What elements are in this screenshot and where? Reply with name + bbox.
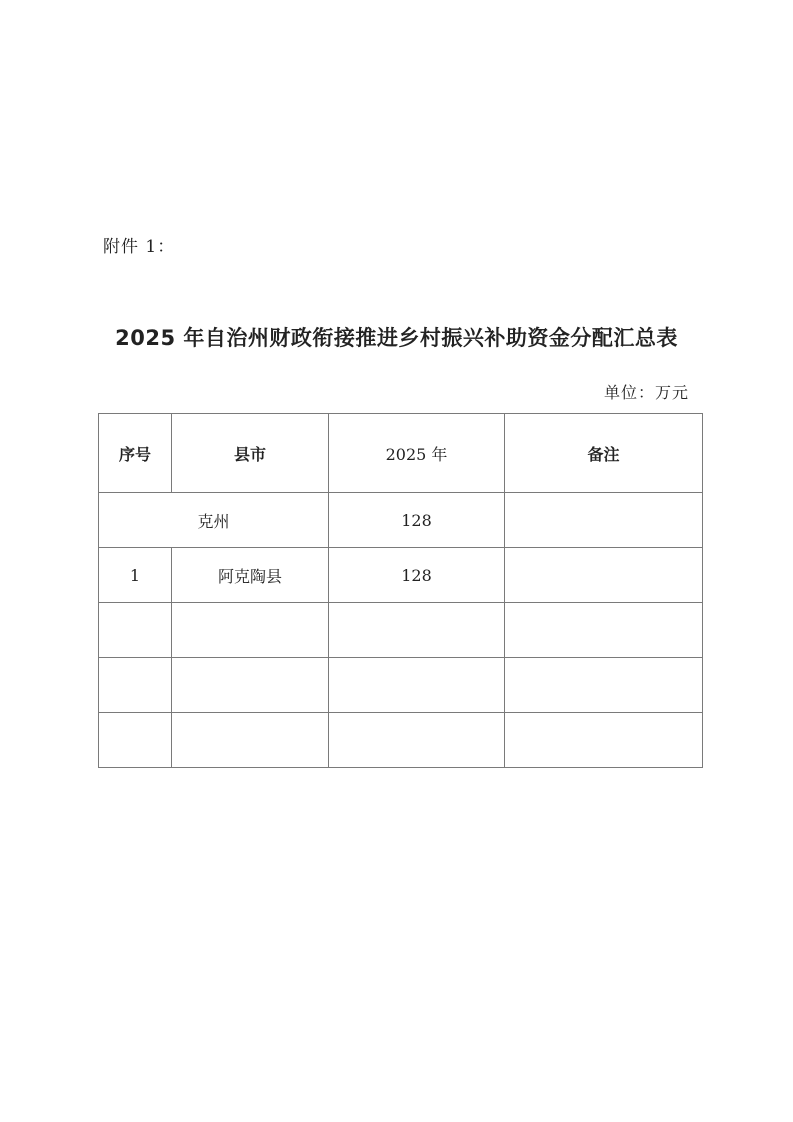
table-row: [99, 658, 703, 713]
allocation-table: [98, 413, 703, 768]
row-value: 128: [329, 548, 505, 603]
row-value: [329, 658, 505, 713]
table-row: [99, 713, 703, 768]
row-county: [172, 603, 329, 658]
row-index: [99, 658, 172, 713]
row-county: [172, 713, 329, 768]
header-year: 2025 年: [329, 414, 505, 493]
row-index: [99, 713, 172, 768]
page-title: 2025 年自治州财政衔接推进乡村振兴补助资金分配汇总表: [115, 326, 678, 350]
total-value: 128: [329, 493, 505, 548]
row-index: [99, 603, 172, 658]
header-notes: 备注: [505, 414, 703, 493]
header-index: 序号: [99, 414, 172, 493]
row-value: [329, 713, 505, 768]
table-row: [99, 548, 703, 603]
total-row: [99, 493, 703, 548]
table-row: [99, 603, 703, 658]
row-notes: [505, 713, 703, 768]
row-county: [172, 658, 329, 713]
row-notes: [505, 658, 703, 713]
header-county: 县市: [172, 414, 329, 493]
row-county: 阿克陶县: [172, 548, 329, 603]
table-header-row: [99, 414, 703, 493]
row-notes: [505, 603, 703, 658]
total-label: 克州: [99, 493, 329, 548]
row-index: 1: [99, 548, 172, 603]
attachment-label: 附件 1：: [103, 237, 176, 257]
unit-label: 单位：万元: [603, 383, 689, 402]
total-notes: [505, 493, 703, 548]
row-value: [329, 603, 505, 658]
row-notes: [505, 548, 703, 603]
